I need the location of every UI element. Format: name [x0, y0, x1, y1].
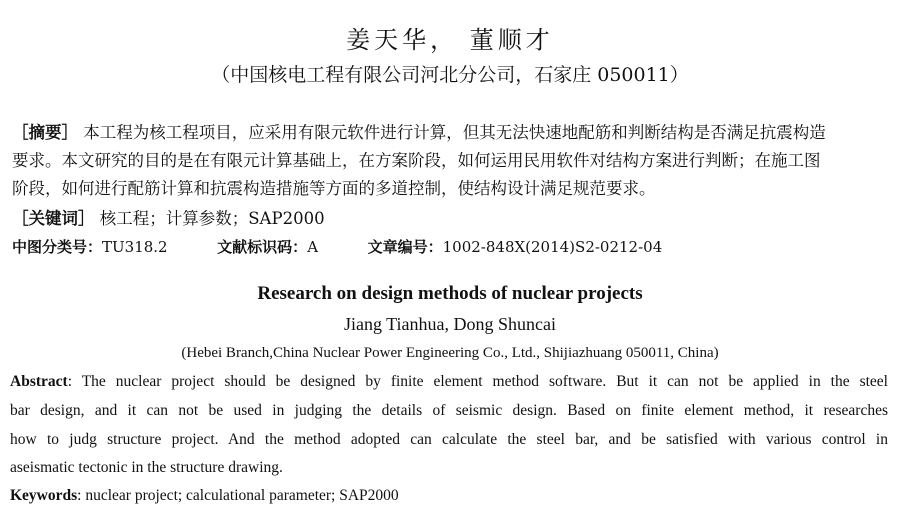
doc-code-value: A	[307, 238, 319, 256]
abstract-chinese-line-2: 要求。本文研究的目的是在有限元计算基础上，在方案阶段，如何运用民用软件对结构方案进行判断；在施工图	[12, 151, 821, 170]
authors-english: Jiang Tianhua, Dong Shuncai	[343, 314, 556, 334]
keywords-english-label: Keywords	[10, 487, 78, 504]
clc-label: 中图分类号：	[12, 238, 103, 256]
keywords-chinese	[12, 206, 325, 232]
doc-code-label: 文献标识码：	[217, 238, 308, 256]
abstract-chinese-text: 本工程为核工程项目，应采用有限元软件进行计算，但其无法快速地配筋和判断结构是否满足抗震构造	[83, 123, 826, 142]
article-no-value: 1002-848X(2014)S2-0212-04	[442, 238, 663, 256]
article-no-label: 文章编号：	[367, 238, 443, 256]
affiliation-chinese: （中国核电工程有限公司河北分公司，石家庄 050011）	[211, 64, 689, 86]
keywords-chinese-text: 核工程；计算参数；SAP2000	[99, 209, 325, 228]
abstract-english-line-2: bar design, and it can not be used in judging the details of seismic design. Based on finite element method, it researches	[10, 402, 888, 419]
abstract-english-line-1	[10, 373, 888, 391]
clc-value: TU318.2	[102, 238, 168, 256]
abstract-english-label: Abstract	[10, 373, 68, 390]
abstract-english-line-3: how to judg structure project. And the method adopted can calculate the steel bar, and be satisfied with various control in	[10, 431, 888, 448]
keywords-english-text: : nuclear project; calculational parameter; SAP2000	[77, 487, 399, 504]
title-english: Research on design methods of nuclear projects	[257, 283, 643, 304]
abstract-chinese-label: ［摘要］	[12, 123, 78, 142]
keywords-chinese-label: ［关键词］	[12, 209, 95, 228]
affiliation-english: (Hebei Branch,China Nuclear Power Engineering Co., Ltd., Shijiazhuang 050011, China)	[181, 345, 719, 361]
abstract-chinese-line-3: 阶段，如何进行配筋计算和抗震构造措施等方面的多道控制，使结构设计满足规范要求。	[12, 179, 656, 198]
authors-chinese: 姜天华， 董顺才	[346, 26, 554, 54]
abstract-chinese-line-1	[12, 120, 826, 146]
classification-metadata	[12, 234, 662, 260]
abstract-english-line-4: aseismatic tectonic in the structure drawing.	[10, 459, 283, 476]
keywords-english	[10, 487, 888, 505]
abstract-english-text: : The nuclear project should be designed by finite element method software. But it can not be applied in the steel	[67, 373, 888, 390]
